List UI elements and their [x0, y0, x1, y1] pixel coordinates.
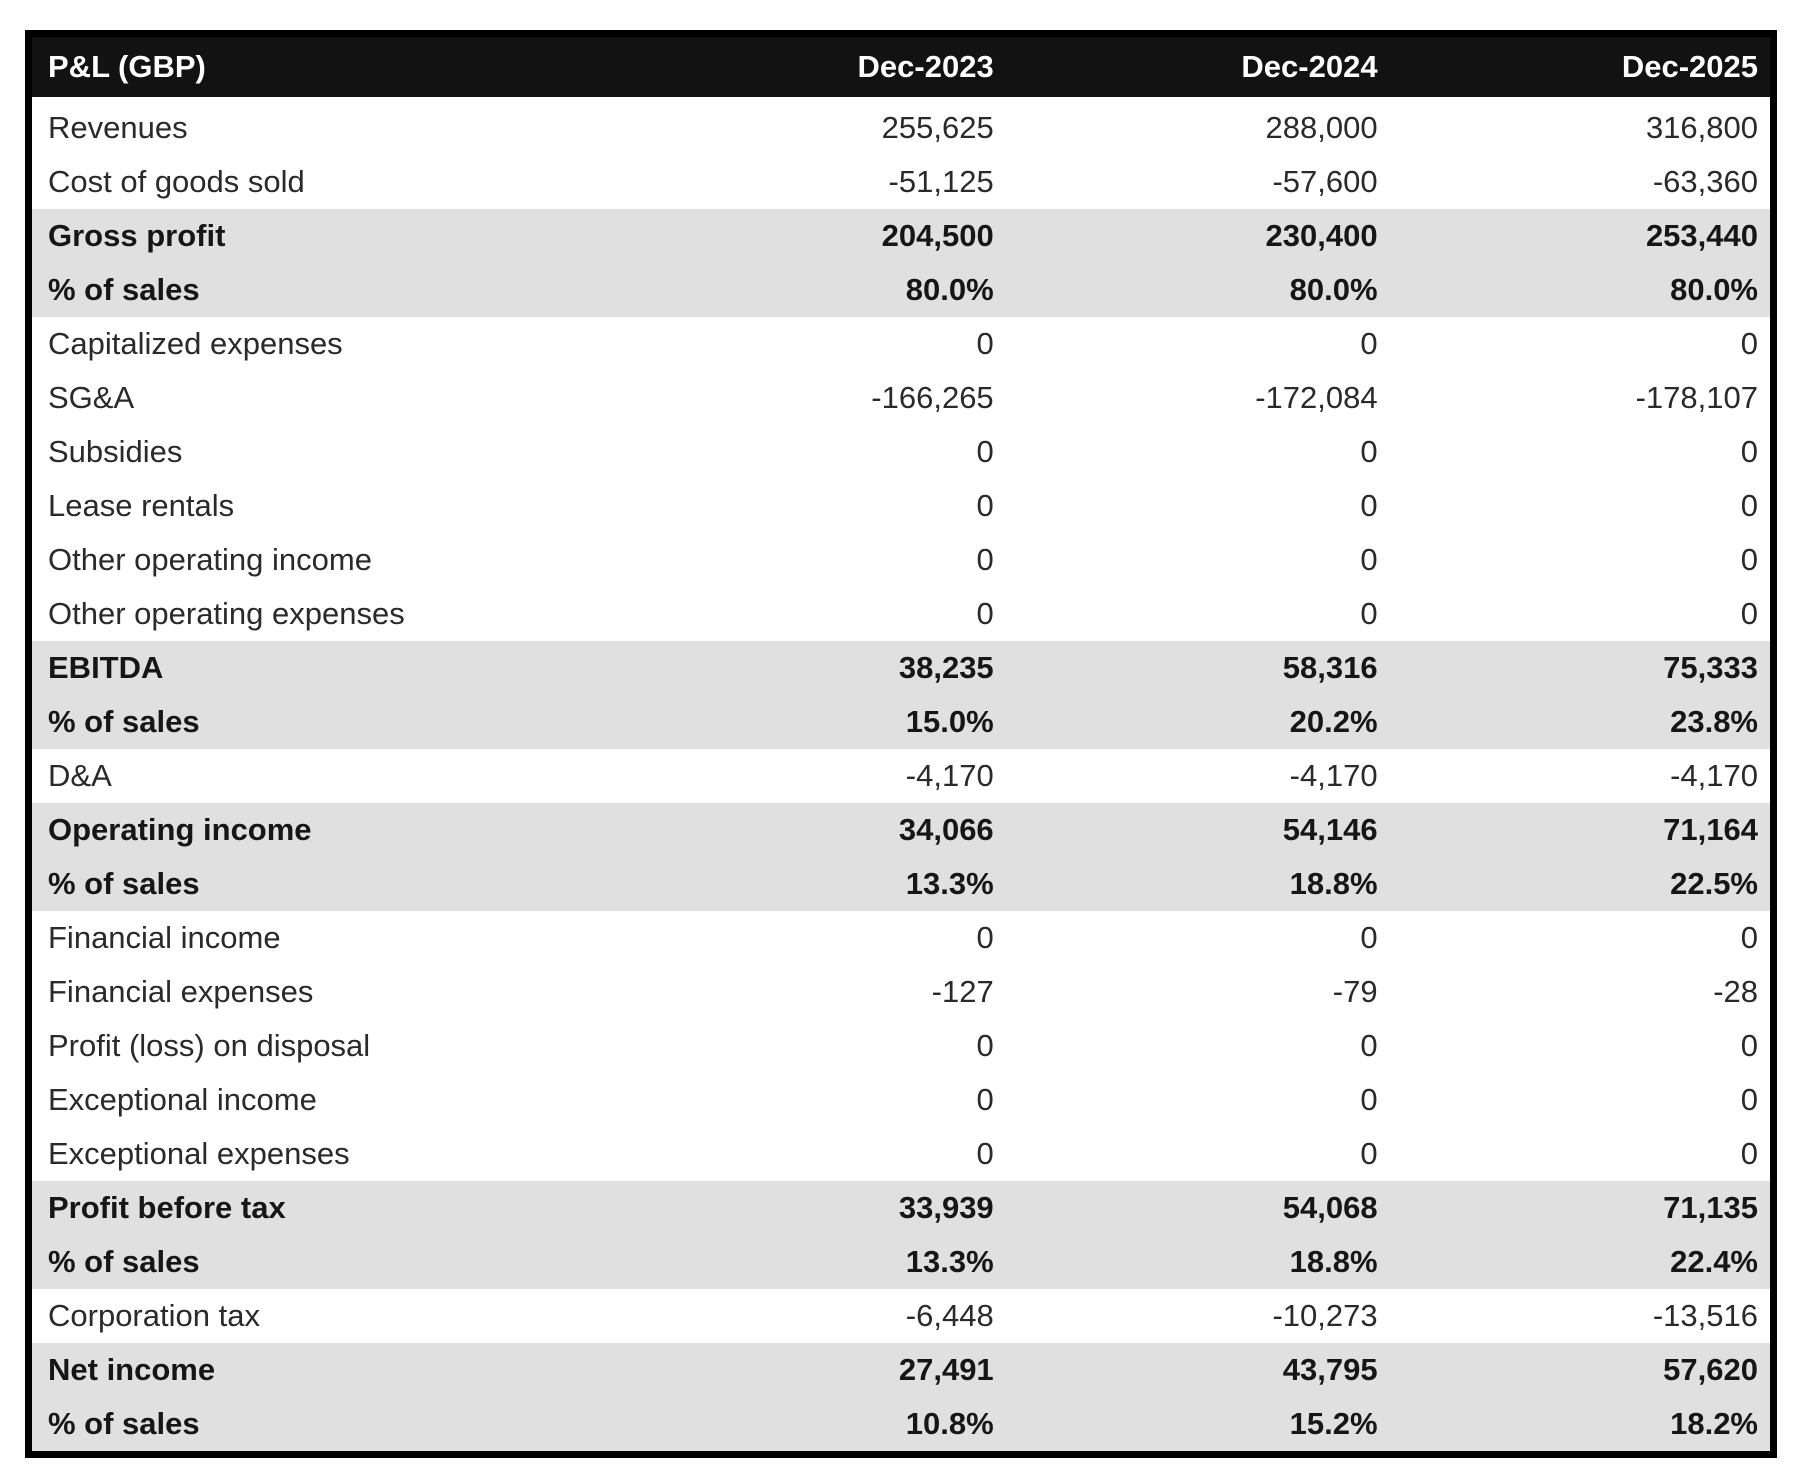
row-label: Exceptional income — [29, 1073, 622, 1127]
pnl-table-body — [29, 99, 1774, 1455]
cell-value: 0 — [622, 1073, 1006, 1127]
cell-value: 0 — [1390, 1073, 1774, 1127]
cell-value: 34,066 — [622, 803, 1006, 857]
cell-value: 0 — [1390, 425, 1774, 479]
cell-value: -79 — [1006, 965, 1390, 1019]
cell-value: -172,084 — [1006, 371, 1390, 425]
cell-value: -13,516 — [1390, 1289, 1774, 1343]
cell-value: 0 — [1390, 533, 1774, 587]
cell-value: 0 — [622, 425, 1006, 479]
table-row — [29, 1343, 1774, 1397]
table-title: P&L (GBP) — [29, 34, 622, 100]
cell-value: 54,146 — [1006, 803, 1390, 857]
cell-value: 33,939 — [622, 1181, 1006, 1235]
cell-value: 0 — [1006, 533, 1390, 587]
cell-value: 0 — [622, 1127, 1006, 1181]
table-row — [29, 695, 1774, 749]
row-label: Other operating income — [29, 533, 622, 587]
cell-value: 71,164 — [1390, 803, 1774, 857]
cell-value: 0 — [1006, 587, 1390, 641]
cell-value: 38,235 — [622, 641, 1006, 695]
column-header-dec-2024: Dec-2024 — [1006, 34, 1390, 100]
cell-value: 0 — [1006, 317, 1390, 371]
pnl-table-header — [29, 34, 1774, 100]
table-row — [29, 965, 1774, 1019]
cell-value: 0 — [622, 533, 1006, 587]
cell-value: 18.2% — [1390, 1397, 1774, 1455]
cell-value: 0 — [622, 1019, 1006, 1073]
table-row — [29, 263, 1774, 317]
cell-value: 0 — [1006, 425, 1390, 479]
table-row — [29, 1289, 1774, 1343]
cell-value: 27,491 — [622, 1343, 1006, 1397]
cell-value: 43,795 — [1006, 1343, 1390, 1397]
cell-value: 57,620 — [1390, 1343, 1774, 1397]
cell-value: 58,316 — [1006, 641, 1390, 695]
row-label: Net income — [29, 1343, 622, 1397]
table-row — [29, 1235, 1774, 1289]
table-row — [29, 587, 1774, 641]
row-label: Profit before tax — [29, 1181, 622, 1235]
row-label: Other operating expenses — [29, 587, 622, 641]
column-header-dec-2023: Dec-2023 — [622, 34, 1006, 100]
row-label: Cost of goods sold — [29, 155, 622, 209]
cell-value: 0 — [1006, 479, 1390, 533]
cell-value: 80.0% — [1006, 263, 1390, 317]
pnl-table — [25, 30, 1777, 1458]
row-label: Financial income — [29, 911, 622, 965]
row-label: SG&A — [29, 371, 622, 425]
cell-value: 80.0% — [622, 263, 1006, 317]
cell-value: 0 — [1390, 317, 1774, 371]
cell-value: -10,273 — [1006, 1289, 1390, 1343]
cell-value: 0 — [622, 317, 1006, 371]
cell-value: 10.8% — [622, 1397, 1006, 1455]
cell-value: 0 — [1006, 1019, 1390, 1073]
cell-value: 0 — [1390, 479, 1774, 533]
table-row — [29, 99, 1774, 155]
table-row — [29, 911, 1774, 965]
cell-value: 0 — [1390, 1127, 1774, 1181]
table-row — [29, 641, 1774, 695]
cell-value: 13.3% — [622, 857, 1006, 911]
cell-value: 255,625 — [622, 99, 1006, 155]
row-label: Revenues — [29, 99, 622, 155]
row-label: Lease rentals — [29, 479, 622, 533]
cell-value: 230,400 — [1006, 209, 1390, 263]
cell-value: -57,600 — [1006, 155, 1390, 209]
cell-value: -178,107 — [1390, 371, 1774, 425]
table-row — [29, 317, 1774, 371]
row-label: % of sales — [29, 695, 622, 749]
row-label: % of sales — [29, 1235, 622, 1289]
row-label: EBITDA — [29, 641, 622, 695]
row-label: Subsidies — [29, 425, 622, 479]
cell-value: -51,125 — [622, 155, 1006, 209]
cell-value: 71,135 — [1390, 1181, 1774, 1235]
cell-value: 0 — [1006, 1127, 1390, 1181]
cell-value: 0 — [622, 587, 1006, 641]
cell-value: 23.8% — [1390, 695, 1774, 749]
row-label: % of sales — [29, 857, 622, 911]
table-row — [29, 533, 1774, 587]
row-label: % of sales — [29, 263, 622, 317]
table-row — [29, 371, 1774, 425]
table-row — [29, 425, 1774, 479]
row-label: Gross profit — [29, 209, 622, 263]
row-label: % of sales — [29, 1397, 622, 1455]
table-row — [29, 857, 1774, 911]
cell-value: -28 — [1390, 965, 1774, 1019]
cell-value: -4,170 — [1006, 749, 1390, 803]
cell-value: 80.0% — [1390, 263, 1774, 317]
cell-value: 20.2% — [1006, 695, 1390, 749]
table-row — [29, 749, 1774, 803]
table-row — [29, 1181, 1774, 1235]
cell-value: -127 — [622, 965, 1006, 1019]
cell-value: 13.3% — [622, 1235, 1006, 1289]
row-label: D&A — [29, 749, 622, 803]
row-label: Profit (loss) on disposal — [29, 1019, 622, 1073]
header-row — [29, 34, 1774, 100]
table-row — [29, 1127, 1774, 1181]
cell-value: -4,170 — [622, 749, 1006, 803]
cell-value: 15.0% — [622, 695, 1006, 749]
cell-value: 18.8% — [1006, 1235, 1390, 1289]
cell-value: 0 — [1390, 1019, 1774, 1073]
table-row — [29, 155, 1774, 209]
cell-value: 15.2% — [1006, 1397, 1390, 1455]
cell-value: 0 — [622, 479, 1006, 533]
cell-value: -6,448 — [622, 1289, 1006, 1343]
cell-value: 288,000 — [1006, 99, 1390, 155]
cell-value: 0 — [622, 911, 1006, 965]
cell-value: 0 — [1006, 911, 1390, 965]
cell-value: 204,500 — [622, 209, 1006, 263]
table-row — [29, 1073, 1774, 1127]
table-row — [29, 1019, 1774, 1073]
cell-value: 22.5% — [1390, 857, 1774, 911]
cell-value: -63,360 — [1390, 155, 1774, 209]
cell-value: 22.4% — [1390, 1235, 1774, 1289]
table-row — [29, 803, 1774, 857]
table-row — [29, 1397, 1774, 1455]
cell-value: 54,068 — [1006, 1181, 1390, 1235]
cell-value: 0 — [1006, 1073, 1390, 1127]
cell-value: 316,800 — [1390, 99, 1774, 155]
cell-value: 18.8% — [1006, 857, 1390, 911]
table-row — [29, 209, 1774, 263]
cell-value: -166,265 — [622, 371, 1006, 425]
column-header-dec-2025: Dec-2025 — [1390, 34, 1774, 100]
row-label: Operating income — [29, 803, 622, 857]
cell-value: 253,440 — [1390, 209, 1774, 263]
cell-value: 75,333 — [1390, 641, 1774, 695]
row-label: Capitalized expenses — [29, 317, 622, 371]
cell-value: 0 — [1390, 911, 1774, 965]
row-label: Exceptional expenses — [29, 1127, 622, 1181]
cell-value: -4,170 — [1390, 749, 1774, 803]
row-label: Financial expenses — [29, 965, 622, 1019]
table-row — [29, 479, 1774, 533]
row-label: Corporation tax — [29, 1289, 622, 1343]
cell-value: 0 — [1390, 587, 1774, 641]
